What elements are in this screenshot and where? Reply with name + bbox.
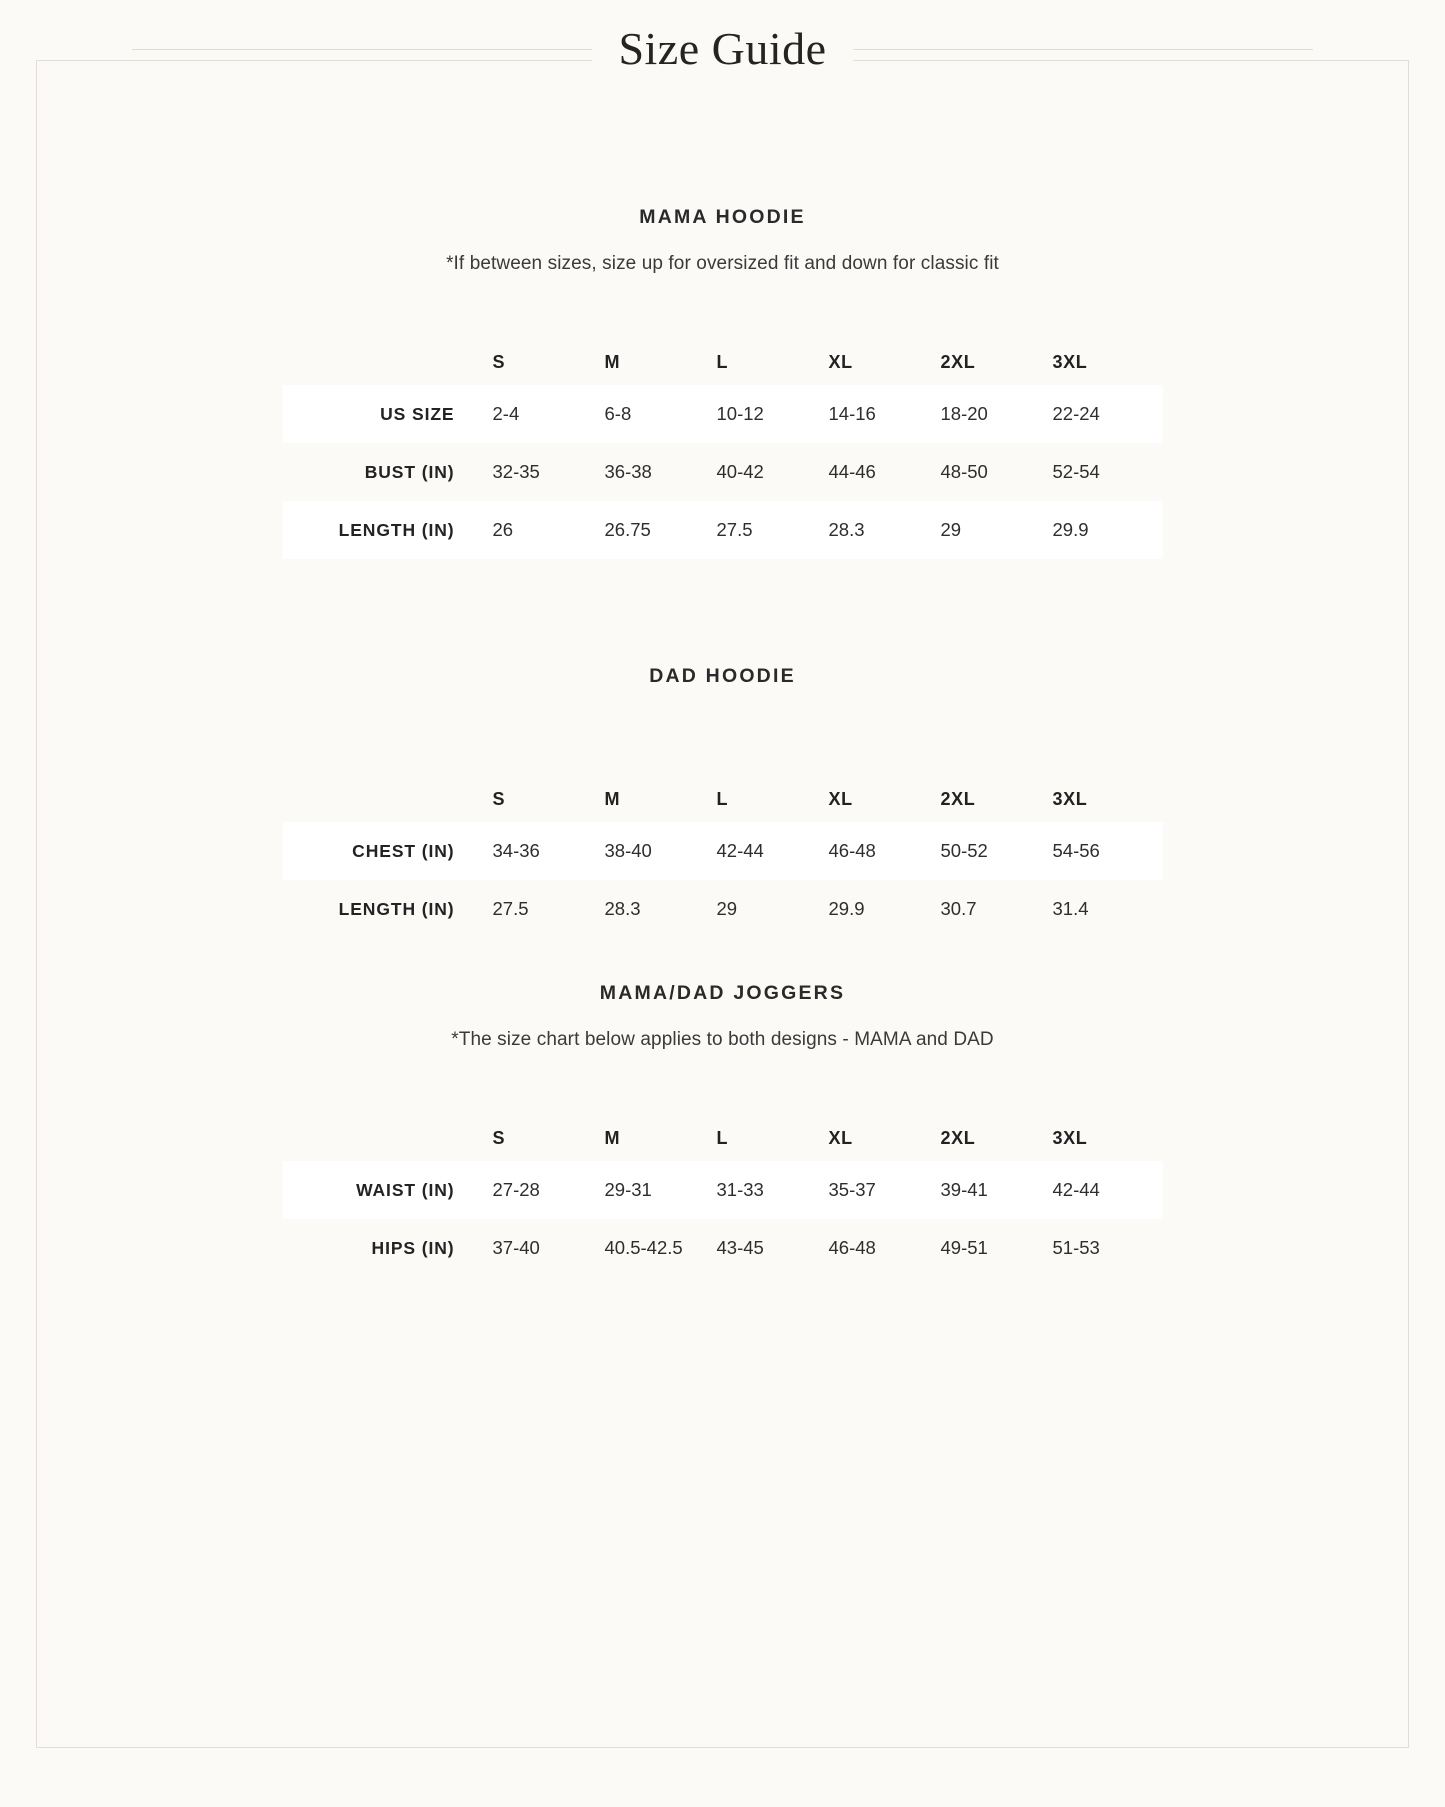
- cell-m: 6-8: [603, 385, 715, 443]
- header-size-m: M: [604, 788, 621, 809]
- cell-3xl: 54-56: [1051, 822, 1163, 880]
- header-size-3xl: 3XL: [1052, 788, 1088, 809]
- row-label: BUST (IN): [364, 461, 455, 482]
- cell-2xl: 29: [939, 501, 1051, 559]
- cell-xl: 46-48: [827, 822, 939, 880]
- cell-2xl: 30.7: [940, 898, 977, 919]
- title-rule-left: [132, 49, 592, 50]
- cell-xl: 28.3: [827, 501, 939, 559]
- cell-l: 27.5: [715, 501, 827, 559]
- row-label: US SIZE: [283, 385, 491, 443]
- section-note: *The size chart below applies to both designs - MAMA and DAD: [451, 1029, 994, 1050]
- header-size-s: S: [492, 351, 506, 372]
- header-size-xl: XL: [828, 788, 853, 809]
- header-size-l: L: [716, 1127, 729, 1148]
- header-size-s: S: [492, 1127, 506, 1148]
- cell-xl: 46-48: [828, 1237, 876, 1258]
- page-title: Size Guide: [592, 26, 852, 72]
- header-label-col: [283, 1115, 491, 1161]
- header-size-l: L: [716, 351, 729, 372]
- cell-l: 42-44: [715, 822, 827, 880]
- cell-m: 40.5-42.5: [604, 1237, 683, 1258]
- row-label: CHEST (IN): [283, 822, 491, 880]
- section-heading: DAD HOODIE: [649, 665, 796, 687]
- cell-3xl: 52-54: [1052, 461, 1100, 482]
- table-row: [283, 443, 1163, 501]
- cell-xl: 29.9: [828, 898, 865, 919]
- cell-l: 29: [716, 898, 738, 919]
- cell-s: 2-4: [491, 385, 603, 443]
- section-note: *If between sizes, size up for oversized fit and down for classic fit: [446, 253, 999, 274]
- cell-3xl: 42-44: [1051, 1161, 1163, 1219]
- table-row: [283, 822, 1163, 880]
- cell-m: 36-38: [604, 461, 652, 482]
- cell-l: 10-12: [715, 385, 827, 443]
- cell-2xl: 49-51: [940, 1237, 988, 1258]
- header-size-3xl: 3XL: [1052, 351, 1088, 372]
- cell-3xl: 29.9: [1051, 501, 1163, 559]
- header-size-3xl: 3XL: [1052, 1127, 1088, 1148]
- cell-xl: 44-46: [828, 461, 876, 482]
- header-size-2xl: 2XL: [940, 351, 976, 372]
- header-size-xl: XL: [828, 351, 853, 372]
- row-label: LENGTH (IN): [338, 898, 455, 919]
- size-table-joggers: [283, 1115, 1163, 1277]
- cell-l: 40-42: [716, 461, 764, 482]
- header-size-l: L: [716, 788, 729, 809]
- table-header-row: [283, 339, 1163, 385]
- header-size-2xl: 2XL: [940, 788, 976, 809]
- table-row: [283, 385, 1163, 443]
- header-size-xl: XL: [828, 1127, 853, 1148]
- table-row: [283, 880, 1163, 938]
- cell-s: 27.5: [492, 898, 529, 919]
- cell-3xl: 31.4: [1052, 898, 1089, 919]
- size-table-mama-hoodie: [283, 339, 1163, 559]
- header-size-2xl: 2XL: [940, 1127, 976, 1148]
- cell-xl: 14-16: [827, 385, 939, 443]
- cell-2xl: 18-20: [939, 385, 1051, 443]
- section-mama-hoodie: [0, 206, 1445, 559]
- header-size-m: M: [604, 351, 621, 372]
- header-label-col: [283, 339, 491, 385]
- table-row: [283, 1161, 1163, 1219]
- row-label: LENGTH (IN): [283, 501, 491, 559]
- table-row: [283, 1219, 1163, 1277]
- cell-s: 27-28: [491, 1161, 603, 1219]
- header-size-s: S: [492, 788, 506, 809]
- size-table-dad-hoodie: [283, 776, 1163, 938]
- cell-l: 31-33: [715, 1161, 827, 1219]
- cell-l: 43-45: [716, 1237, 764, 1258]
- section-dad-hoodie: [0, 665, 1445, 938]
- table-header-row: [283, 1115, 1163, 1161]
- title-rule-right: [853, 49, 1313, 50]
- cell-3xl: 51-53: [1052, 1237, 1100, 1258]
- header-size-m: M: [604, 1127, 621, 1148]
- cell-3xl: 22-24: [1051, 385, 1163, 443]
- row-label: WAIST (IN): [283, 1161, 491, 1219]
- section-heading: MAMA HOODIE: [639, 206, 806, 228]
- cell-2xl: 50-52: [939, 822, 1051, 880]
- cell-s: 32-35: [492, 461, 540, 482]
- table-row: [283, 501, 1163, 559]
- section-heading: MAMA/DAD JOGGERS: [599, 982, 846, 1004]
- cell-m: 26.75: [603, 501, 715, 559]
- cell-2xl: 39-41: [939, 1161, 1051, 1219]
- cell-s: 34-36: [491, 822, 603, 880]
- cell-xl: 35-37: [827, 1161, 939, 1219]
- cell-2xl: 48-50: [940, 461, 988, 482]
- header-label-col: [283, 776, 491, 822]
- cell-m: 28.3: [604, 898, 641, 919]
- cell-s: 26: [491, 501, 603, 559]
- table-header-row: [283, 776, 1163, 822]
- page-title-header: [0, 23, 1445, 74]
- cell-m: 38-40: [603, 822, 715, 880]
- section-mama-dad-joggers: [0, 982, 1445, 1277]
- cell-s: 37-40: [492, 1237, 540, 1258]
- row-label: HIPS (IN): [371, 1237, 455, 1258]
- cell-m: 29-31: [603, 1161, 715, 1219]
